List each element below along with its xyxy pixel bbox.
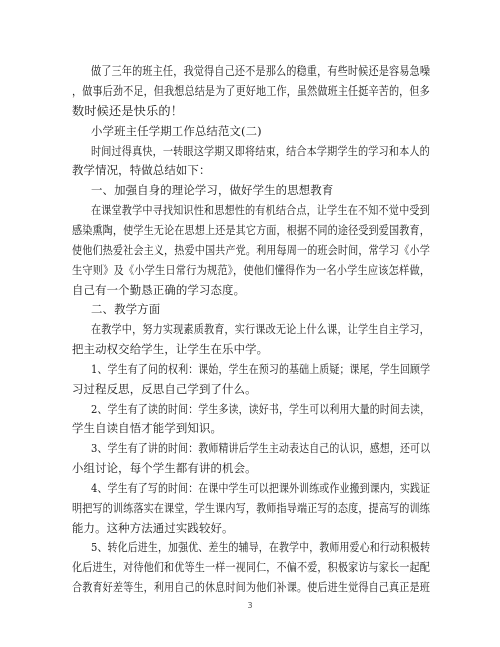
text-line: 2、学生有了读的时间：学生多读，读好书，学生可以利用大量的时间去读，	[91, 402, 431, 416]
text-line: 明把写的训练落实在课堂，学生课内写，教师指导端正写的态度，提高写的训练	[72, 501, 430, 515]
text-line: 学生自读自悟才能学到知识。	[72, 421, 223, 435]
text-line: 自己有一个勤恳正确的学习态度。	[72, 283, 246, 297]
text-line: 做了三年的班主任，我觉得自己还不是那么的稳重，有些时候还是容易急噪	[91, 64, 431, 78]
text-line: 5、转化后进生，加强优、差生的辅导，在教学中，教师用爱心和行动积极转	[91, 540, 431, 554]
section-heading: 二、教学方面	[91, 302, 161, 316]
text-line: 4、学生有了写的时间：在课中学生可以把课外训练或作业搬到课内，实践证	[91, 481, 431, 495]
text-line: 3、学生有了讲的时间：教师精讲后学生主动表达自己的认识，感想，还可以	[91, 441, 431, 455]
text-line: 感染熏陶，使学生无论在思想上还是其它方面，根据不同的途径受到爱国教育，	[72, 223, 430, 237]
text-line: 能力。这种方法通过实践较好。	[72, 521, 234, 535]
text-line: 时间过得真快，一转眼这学期又即将结束，结合本学期学生的学习和本人的	[91, 144, 430, 158]
text-line: 1、学生有了问的权利：课始，学生在预习的基础上质疑；课尾，学生回顾学	[91, 362, 431, 376]
text-line: 使他们热爱社会主义，热爱中国共产党。利用每周一的班会时间，常学习《小学	[72, 243, 430, 257]
text-line: 合教育好差等生，利用自己的休息时间为他们补课。使后进生觉得自己真正是班	[72, 580, 430, 594]
text-line: 小组讨论，每个学生都有讲的机会。	[72, 461, 257, 475]
text-line: 教学情况，特做总结如下：	[72, 163, 211, 177]
section-title: 小学班主任学期工作总结范文(二)	[91, 124, 262, 138]
text-line: 化后进生，对待他们和优等生一样一视同仁，不偏不爱，积极家访与家长一起配	[72, 560, 430, 574]
text-line: 习过程反思，反思自己学到了什么。	[72, 382, 257, 396]
page-number: 3	[247, 601, 253, 610]
text-line: 在教学中，努力实现素质教育，实行课改无论上什么课，让学生自主学习，	[91, 322, 430, 336]
text-line: 在课堂教学中寻找知识性和思想性的有机结合点，让学生在不知不觉中受到	[91, 203, 430, 217]
text-line: ，做事后劲不足，但我想总结是为了更好地工作，虽然做班主任挺辛苦的，但多	[72, 84, 430, 98]
text-line: 数时候还是快乐的！	[72, 104, 184, 118]
section-heading: 一、加强自身的理论学习，做好学生的思想教育	[91, 183, 334, 197]
text-line: 生守则》及《小学生日常行为规范》，使他们懂得作为一名小学生应该怎样做，	[72, 263, 431, 277]
text-line: 把主动权交给学生，让学生在乐中学。	[72, 342, 269, 356]
